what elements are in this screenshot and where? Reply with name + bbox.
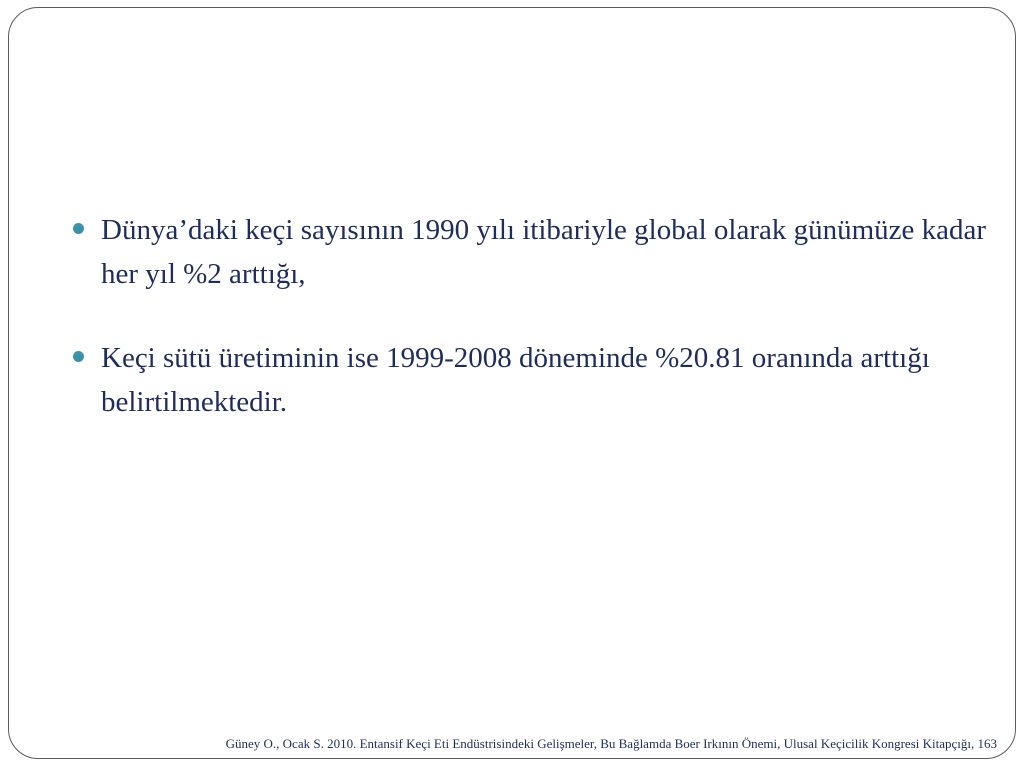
bullet-text: Dünya’daki keçi sayısının 1990 yılı itibariyle global olarak günümüze kadar her yıl %2 arttığı, xyxy=(101,214,987,290)
bullet-dot-icon xyxy=(73,223,84,234)
citation-footer: Güney O., Ocak S. 2010. Entansif Keçi Eti Endüstrisindeki Gelişmeler, Bu Bağlamda Boer Irkının Önemi, Ulusal Keçicilik Kongresi Kitapçığı, 163 xyxy=(225,736,997,751)
bullet-list xyxy=(72,208,992,464)
bullet-item-milk-production xyxy=(72,336,992,424)
bullet-dot-icon xyxy=(73,351,84,362)
bullet-item-goat-population xyxy=(72,208,992,296)
bullet-text: Keçi sütü üretiminin ise 1999-2008 döneminde %20.81 oranında arttığı belirtilmektedir. xyxy=(101,342,930,418)
